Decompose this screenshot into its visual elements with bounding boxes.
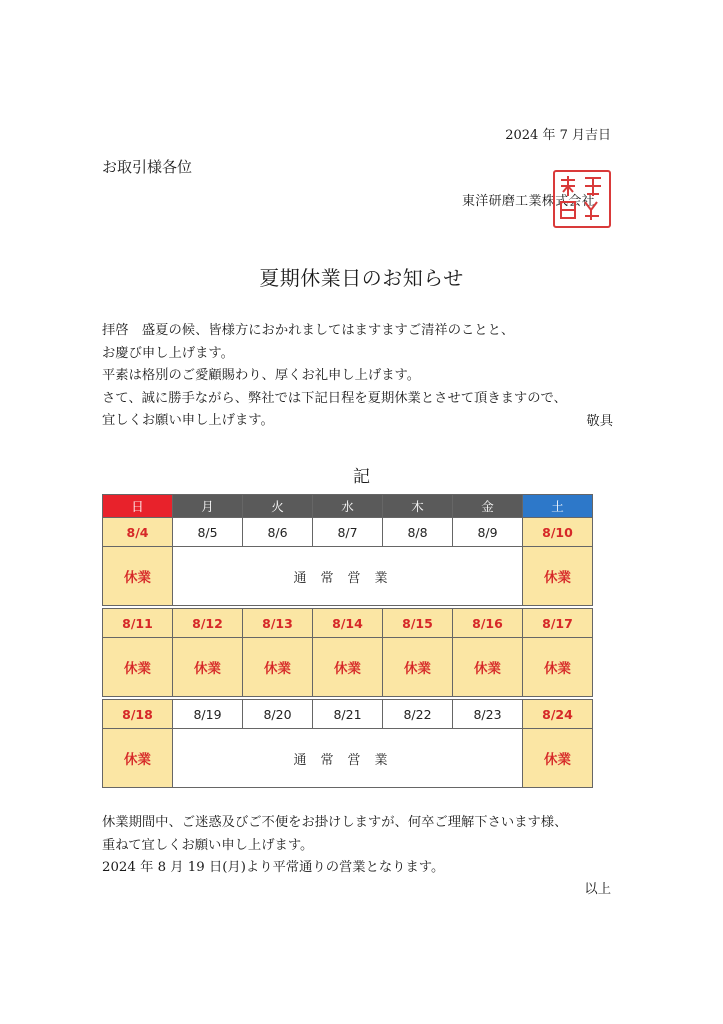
weekday-wednesday: 水 <box>313 495 383 518</box>
closed-label: 休業 <box>243 638 313 697</box>
date-cell: 8/23 <box>453 700 523 729</box>
date-cell: 8/15 <box>383 609 453 638</box>
footer-line: 重ねて宜しくお願い申し上げます。 <box>102 837 314 853</box>
closed-label: 休業 <box>523 638 593 697</box>
closed-label: 休業 <box>103 638 173 697</box>
addressee: お取引様各位 <box>102 158 193 176</box>
closed-label: 休業 <box>523 547 593 606</box>
closed-label: 休業 <box>523 729 593 788</box>
date-cell: 8/21 <box>313 700 383 729</box>
body-line: 宜しくお願い申し上げます。 <box>102 413 274 428</box>
date-cell: 8/12 <box>173 609 243 638</box>
date-cell: 8/18 <box>103 700 173 729</box>
footer-line: 休業期間中、ご迷惑及びご不便をお掛けしますが、何卒ご理解下さいます様、 <box>102 815 568 830</box>
weekday-monday: 月 <box>173 495 243 518</box>
date-cell: 8/9 <box>453 518 523 547</box>
date-cell: 8/14 <box>313 609 383 638</box>
weekday-tuesday: 火 <box>243 495 313 518</box>
date-cell: 8/24 <box>523 700 593 729</box>
weekday-saturday: 土 <box>523 495 593 518</box>
date-cell: 8/13 <box>243 609 313 638</box>
closed-label: 休業 <box>173 638 243 697</box>
closed-label: 休業 <box>313 638 383 697</box>
weekday-thursday: 木 <box>383 495 453 518</box>
date-cell: 8/6 <box>243 518 313 547</box>
week2-dates-row <box>103 609 593 638</box>
footer-text <box>102 812 567 880</box>
date-cell: 8/16 <box>453 609 523 638</box>
ki-heading: 記 <box>353 467 370 487</box>
weekday-friday: 金 <box>453 495 523 518</box>
week3-dates-row <box>103 700 593 729</box>
footer-line: 2024 年 8 月 19 日(月)より平常通りの営業となります。 <box>102 860 445 875</box>
date-cell: 8/19 <box>173 700 243 729</box>
date-cell: 8/10 <box>523 518 593 547</box>
date-cell: 8/22 <box>383 700 453 729</box>
notice-title: 夏期休業日のお知らせ <box>259 266 464 290</box>
closing-ijo: 以上 <box>584 882 611 897</box>
closed-label: 休業 <box>453 638 523 697</box>
weekday-header-row <box>103 495 593 518</box>
closed-label: 休業 <box>103 547 173 606</box>
week3-status-row <box>103 729 593 788</box>
body-line: 拝啓 盛夏の候、皆様方におかれましてはますますご清祥のことと、 <box>102 323 515 338</box>
date-cell: 8/11 <box>103 609 173 638</box>
closing-keigu: 敬具 <box>586 414 613 429</box>
normal-business-label: 通常営業 <box>173 729 523 788</box>
date-cell: 8/17 <box>523 609 593 638</box>
holiday-calendar <box>102 494 593 788</box>
body-line: お慶び申し上げます。 <box>102 345 234 361</box>
date-cell: 8/4 <box>103 518 173 547</box>
weekday-sunday: 日 <box>103 495 173 518</box>
issue-date: 2024 年 7 月吉日 <box>505 128 611 143</box>
date-cell: 8/7 <box>313 518 383 547</box>
week1-dates-row <box>103 518 593 547</box>
closed-label: 休業 <box>383 638 453 697</box>
company-name: 東洋研磨工業株式会社 <box>461 194 595 209</box>
week2-status-row <box>103 638 593 697</box>
body-text <box>102 320 622 433</box>
body-line: 平素は格別のご愛顧賜わり、厚くお礼申し上げます。 <box>102 368 421 383</box>
date-cell: 8/5 <box>173 518 243 547</box>
company-seal-stamp <box>553 170 611 228</box>
week1-status-row <box>103 547 593 606</box>
normal-business-label: 通常営業 <box>173 547 523 606</box>
date-cell: 8/8 <box>383 518 453 547</box>
body-line: さて、誠に勝手ながら、弊社では下記日程を夏期休業とさせて頂きますので、 <box>102 390 567 406</box>
closed-label: 休業 <box>103 729 173 788</box>
date-cell: 8/20 <box>243 700 313 729</box>
